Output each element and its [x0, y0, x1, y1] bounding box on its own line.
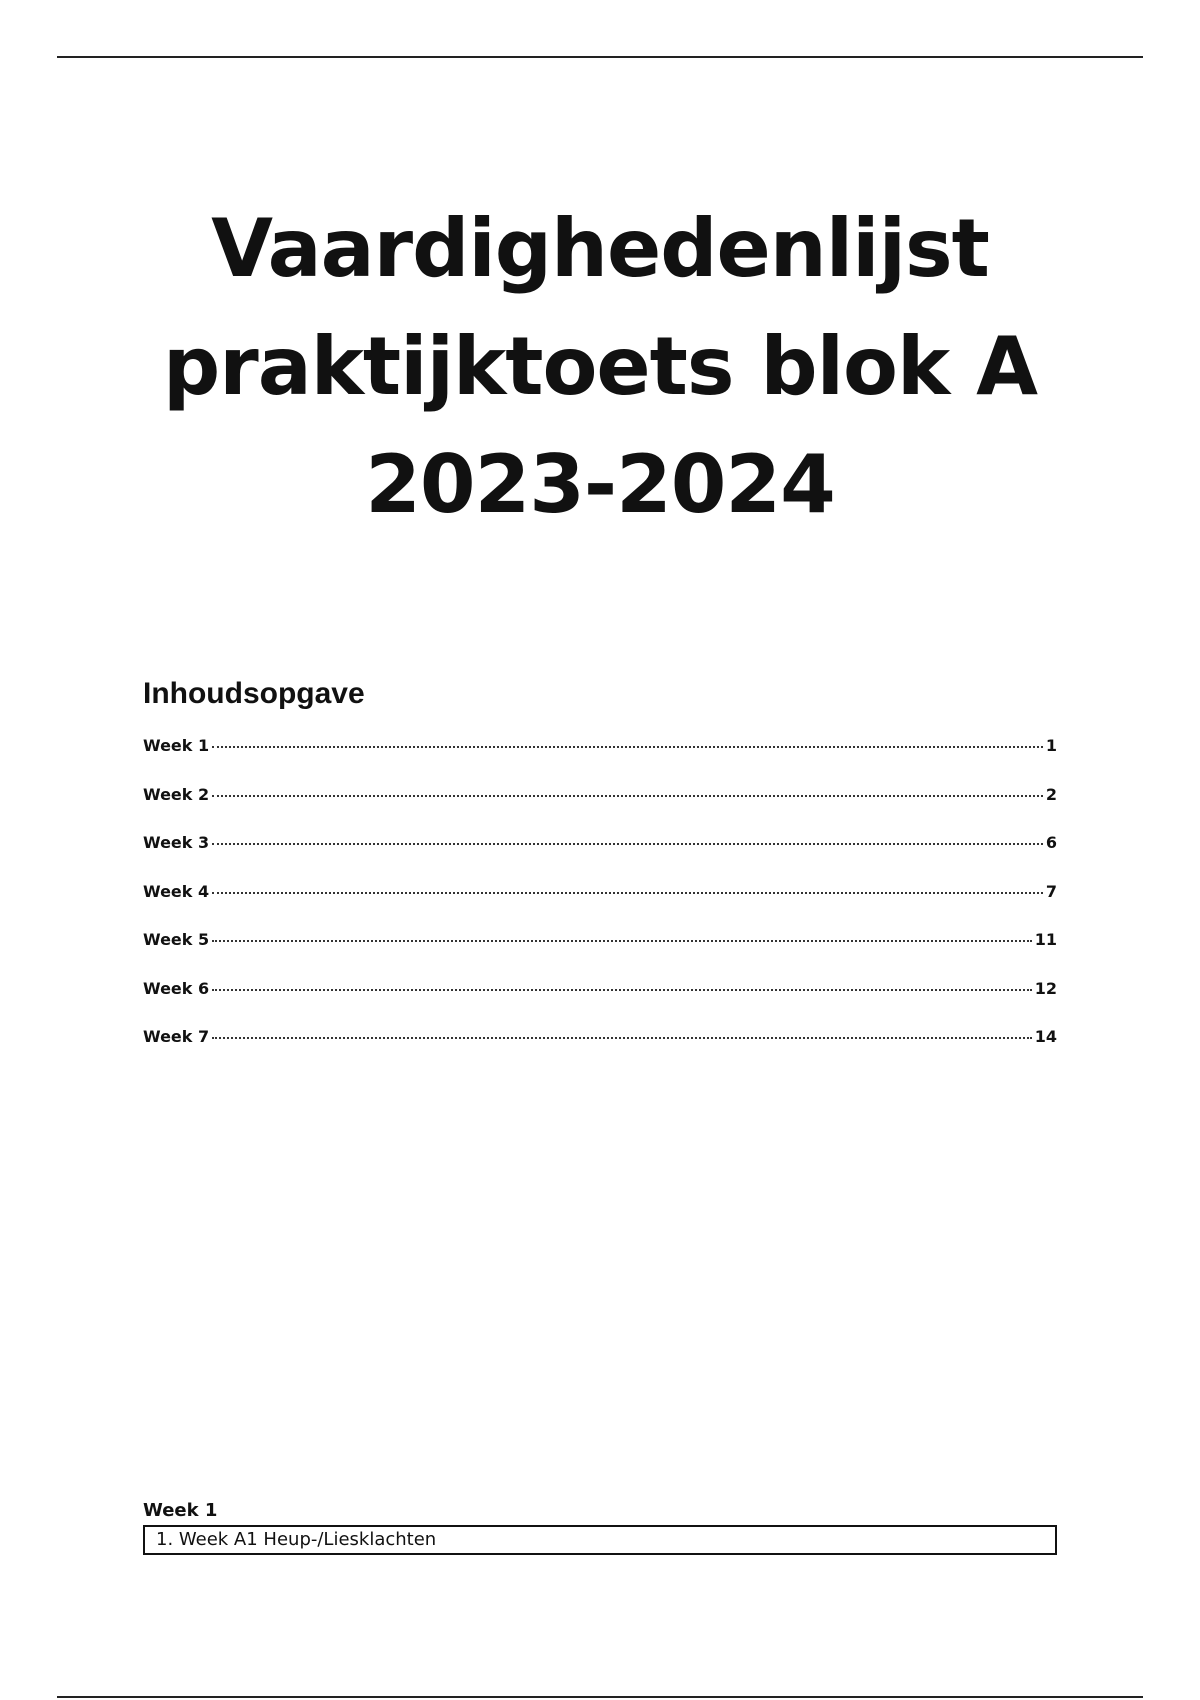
toc-entry-page: 7 — [1045, 881, 1057, 901]
toc-entry-week-6[interactable] — [143, 979, 1057, 1028]
week-topic-text: 1. Week A1 Heup-/Liesklachten — [156, 1529, 437, 1550]
toc-entry-label: Week 4 — [143, 881, 210, 901]
toc-heading: Inhoudsopgave — [143, 677, 365, 710]
toc-entry-page: 14 — [1034, 1027, 1057, 1046]
top-divider — [57, 56, 1143, 58]
bottom-divider — [57, 1696, 1143, 1698]
toc-entry-week-7[interactable] — [143, 1027, 1057, 1076]
toc-entry-label: Week 7 — [143, 1027, 210, 1046]
toc-entry-label: Week 3 — [143, 833, 210, 852]
toc-dot-leader — [212, 940, 1032, 942]
toc-dot-leader — [212, 843, 1043, 845]
toc-entry-page: 11 — [1034, 930, 1057, 949]
toc-dot-leader — [212, 746, 1043, 748]
toc-entry-week-2[interactable] — [143, 785, 1057, 834]
toc-entry-label: Week 6 — [143, 978, 210, 998]
toc-entry-page: 12 — [1034, 978, 1057, 998]
toc-entry-page: 1 — [1045, 736, 1057, 755]
week-topic-box — [143, 1525, 1057, 1555]
title-line-3: 2023-2024 — [365, 438, 835, 531]
toc-entry-week-3[interactable] — [143, 833, 1057, 882]
toc-entry-week-5[interactable] — [143, 930, 1057, 979]
toc-entry-week-1[interactable] — [143, 736, 1057, 785]
table-of-contents — [143, 736, 1057, 1076]
section-heading-week-1: Week 1 — [143, 1500, 218, 1521]
toc-dot-leader — [212, 989, 1032, 991]
toc-dot-leader — [212, 892, 1043, 894]
toc-entry-page: 2 — [1045, 784, 1057, 804]
toc-entry-label: Week 2 — [143, 784, 210, 804]
toc-entry-week-4[interactable] — [143, 882, 1057, 931]
toc-entry-page: 6 — [1045, 833, 1057, 852]
title-line-2: praktijktoets blok A — [163, 320, 1037, 413]
toc-dot-leader — [212, 795, 1043, 797]
toc-entry-label: Week 5 — [143, 930, 210, 949]
title-line-1: Vaardighedenlijst — [211, 202, 989, 295]
toc-dot-leader — [212, 1037, 1032, 1039]
document-title — [100, 190, 1100, 544]
toc-entry-label: Week 1 — [143, 736, 210, 755]
